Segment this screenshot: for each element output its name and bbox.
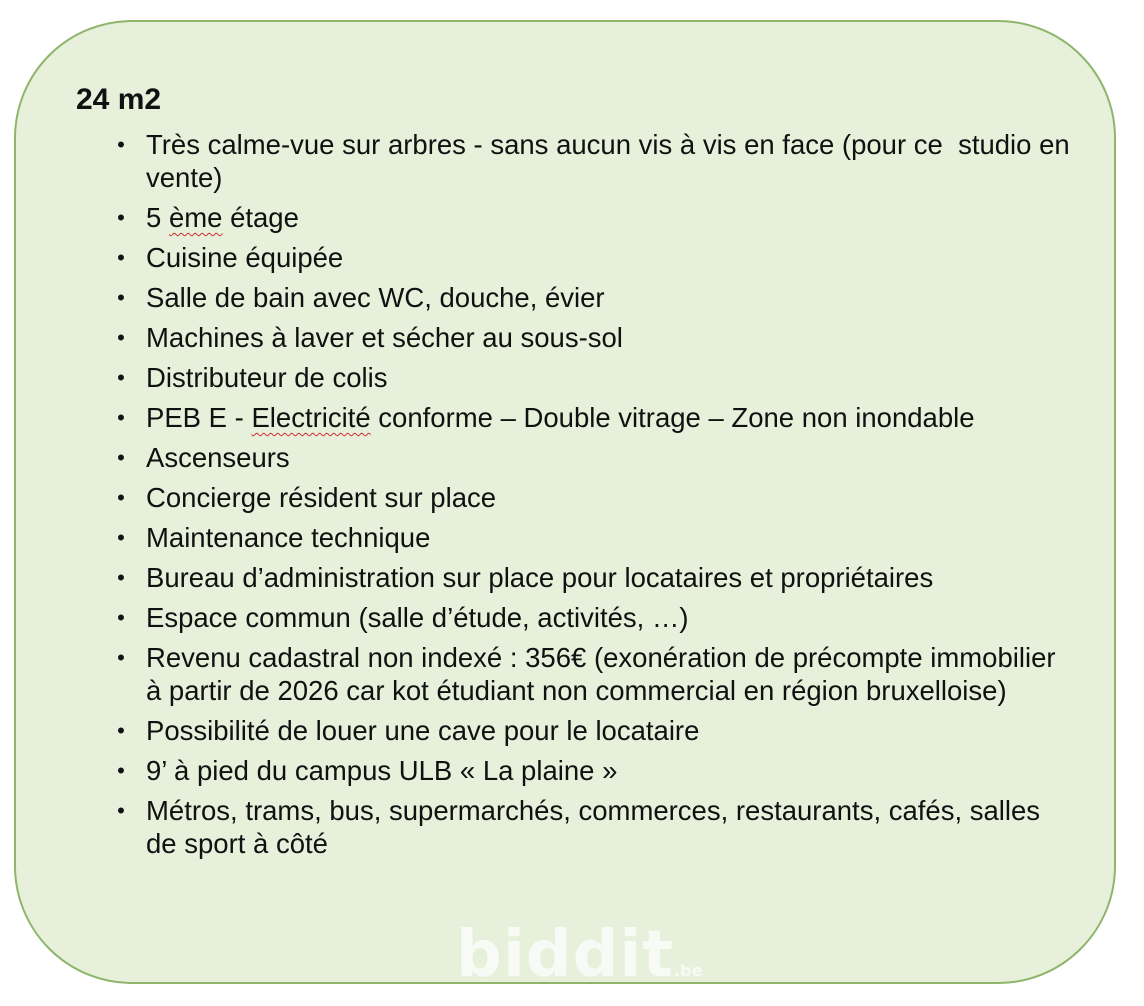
feature-text <box>146 401 1072 434</box>
bullet-icon: • <box>117 245 125 270</box>
feature-text: Bureau d’administration sur place pour locataires et propriétaires <box>146 562 934 593</box>
bullet-icon: • <box>117 525 125 550</box>
feature-text: Possibilité de louer une cave pour le locataire <box>146 715 700 746</box>
feature-text: Machines à laver et sécher au sous-sol <box>146 322 623 353</box>
feature-item <box>112 281 1072 314</box>
bullet-icon: • <box>117 565 125 590</box>
feature-text-start: PEB E - <box>146 402 252 433</box>
bullet-icon: • <box>117 405 125 430</box>
watermark-brand: biddit <box>456 918 674 992</box>
features-list <box>112 128 1072 867</box>
bullet-icon: • <box>117 445 125 470</box>
feature-text: Espace commun (salle d’étude, activités, …) <box>146 602 689 633</box>
feature-item <box>112 128 1072 194</box>
feature-text: 9’ à pied du campus ULB « La plaine » <box>146 755 618 786</box>
bullet-icon: • <box>117 798 125 823</box>
feature-item <box>112 241 1072 274</box>
feature-item <box>112 321 1072 354</box>
feature-item <box>112 441 1072 474</box>
feature-text: Distributeur de colis <box>146 362 388 393</box>
feature-item <box>112 754 1072 787</box>
bullet-icon: • <box>117 485 125 510</box>
feature-text-start: 5 <box>146 202 169 233</box>
bullet-icon: • <box>117 758 125 783</box>
feature-text: Métros, trams, bus, supermarchés, commerces, restaurants, cafés, salles de sport à côté <box>146 795 1041 859</box>
feature-item <box>112 201 1072 234</box>
feature-item <box>112 521 1072 554</box>
feature-text: Salle de bain avec WC, douche, évier <box>146 282 605 313</box>
feature-item <box>112 561 1072 594</box>
surface-heading: 24 m2 <box>76 83 162 116</box>
biddit-watermark-logo <box>456 920 702 1006</box>
feature-item <box>112 361 1072 394</box>
bullet-icon: • <box>117 365 125 390</box>
feature-text-end: étage <box>222 202 299 233</box>
feature-item <box>112 401 1072 434</box>
feature-text: Très calme-vue sur arbres - sans aucun vis à vis en face (pour ce studio en vente) <box>146 129 1070 193</box>
bullet-icon: • <box>117 645 125 670</box>
feature-text: Ascenseurs <box>146 442 290 473</box>
bullet-icon: • <box>117 285 125 310</box>
bullet-icon: • <box>117 132 125 157</box>
bullet-icon: • <box>117 605 125 630</box>
bullet-icon: • <box>117 205 125 230</box>
feature-text <box>146 201 1072 234</box>
feature-text: Revenu cadastral non indexé : 356€ (exonération de précompte immobilier à partir de 2026 car kot étudiant non commercial en région bruxelloise) <box>146 642 1056 706</box>
feature-item <box>112 714 1072 747</box>
feature-item <box>112 601 1072 634</box>
watermark-tld: .be <box>673 961 703 980</box>
feature-text: Cuisine équipée <box>146 242 344 273</box>
feature-text: Maintenance technique <box>146 522 431 553</box>
feature-text-end: conforme – Double vitrage – Zone non inondable <box>370 402 975 433</box>
spellcheck-flagged-word: Electricité <box>251 402 371 433</box>
bullet-icon: • <box>117 718 125 743</box>
feature-item <box>112 794 1072 860</box>
feature-text: Concierge résident sur place <box>146 482 497 513</box>
feature-item <box>112 481 1072 514</box>
spellcheck-flagged-word: ème <box>168 202 223 233</box>
feature-item <box>112 641 1072 707</box>
bullet-icon: • <box>117 325 125 350</box>
